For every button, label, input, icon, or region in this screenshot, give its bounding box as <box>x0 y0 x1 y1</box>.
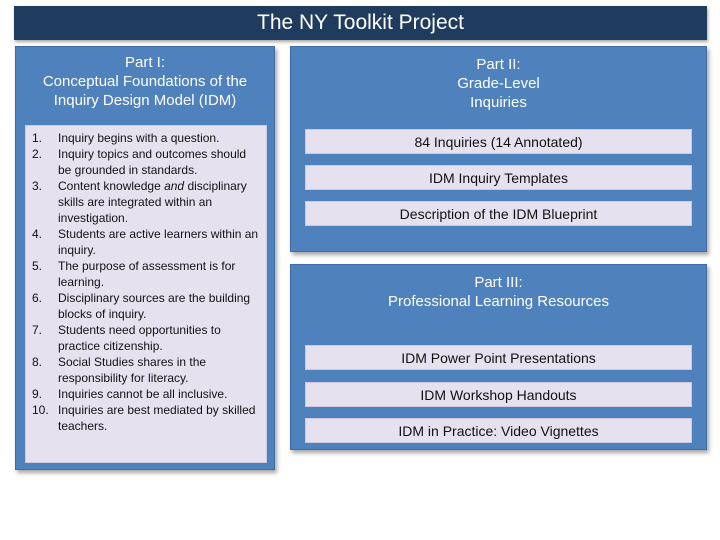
principle-item <box>32 290 260 322</box>
principle-item <box>32 322 260 354</box>
principle-number: 8. <box>32 355 43 369</box>
principle-text <box>58 178 260 226</box>
principle-number: 10. <box>32 403 49 417</box>
principle-number: 4. <box>32 227 43 241</box>
principle-text-emphasis: and <box>164 179 185 193</box>
principle-text: Inquiry topics and outcomes should be grounded in standards. <box>58 147 247 177</box>
part2-heading <box>291 55 706 112</box>
part1-panel <box>15 46 275 470</box>
principle-item <box>32 130 260 146</box>
principle-item <box>32 178 260 226</box>
principle-text: Inquiries cannot be all inclusive. <box>58 387 228 401</box>
principles-list <box>25 125 267 463</box>
principle-text: The purpose of assessment is for learning. <box>58 259 236 289</box>
part1-heading-line3: Inquiry Design Model (IDM) <box>53 92 237 109</box>
principle-text: Students need opportunities to practice citizenship. <box>58 323 221 353</box>
part2-heading-line2: Grade-Level <box>457 75 540 92</box>
part1-heading-line1: Part I: <box>124 54 165 71</box>
page-title: The NY Toolkit Project <box>14 6 707 40</box>
part2-heading-line3: Inquiries <box>470 94 527 111</box>
part1-heading-line2: Conceptual Foundations of the <box>42 73 248 90</box>
part2-panel <box>290 46 707 252</box>
part3-heading-line1: Part III: <box>474 274 523 291</box>
inquiry-templates-box: IDM Inquiry Templates <box>305 165 692 190</box>
principle-item <box>32 386 260 402</box>
principle-item <box>32 146 260 178</box>
principle-number: 5. <box>32 259 43 273</box>
principle-item <box>32 402 260 434</box>
principle-number: 7. <box>32 323 43 337</box>
principle-number: 2. <box>32 147 43 161</box>
blueprint-description-box: Description of the IDM Blueprint <box>305 201 692 226</box>
principle-item <box>32 226 260 258</box>
principle-text: Inquiries are best mediated by skilled teachers. <box>58 403 256 433</box>
inquiries-box: 84 Inquiries (14 Annotated) <box>305 129 692 154</box>
principle-number: 9. <box>32 387 43 401</box>
principle-item <box>32 354 260 386</box>
powerpoint-presentations-box: IDM Power Point Presentations <box>305 345 692 370</box>
principle-item <box>32 258 260 290</box>
video-vignettes-box: IDM in Practice: Video Vignettes <box>305 418 692 443</box>
part3-panel <box>290 264 707 450</box>
workshop-handouts-box: IDM Workshop Handouts <box>305 382 692 407</box>
principle-text-part: disciplinary skills are integrated within an investigation. <box>58 179 247 225</box>
part1-heading <box>16 53 274 110</box>
part3-heading <box>291 273 706 311</box>
part2-heading-line1: Part II: <box>476 56 521 73</box>
part3-heading-line2: Professional Learning Resources <box>388 293 609 310</box>
principle-text: Disciplinary sources are the building blocks of inquiry. <box>58 291 251 321</box>
principle-text-part: Content knowledge <box>58 179 165 193</box>
principle-number: 1. <box>32 131 43 145</box>
principle-text: Social Studies shares in the responsibility for literacy. <box>58 355 207 385</box>
principle-text: Students are active learners within an inquiry. <box>58 227 259 257</box>
principle-number: 3. <box>32 179 43 193</box>
principle-number: 6. <box>32 291 43 305</box>
principle-text: Inquiry begins with a question. <box>58 131 220 145</box>
